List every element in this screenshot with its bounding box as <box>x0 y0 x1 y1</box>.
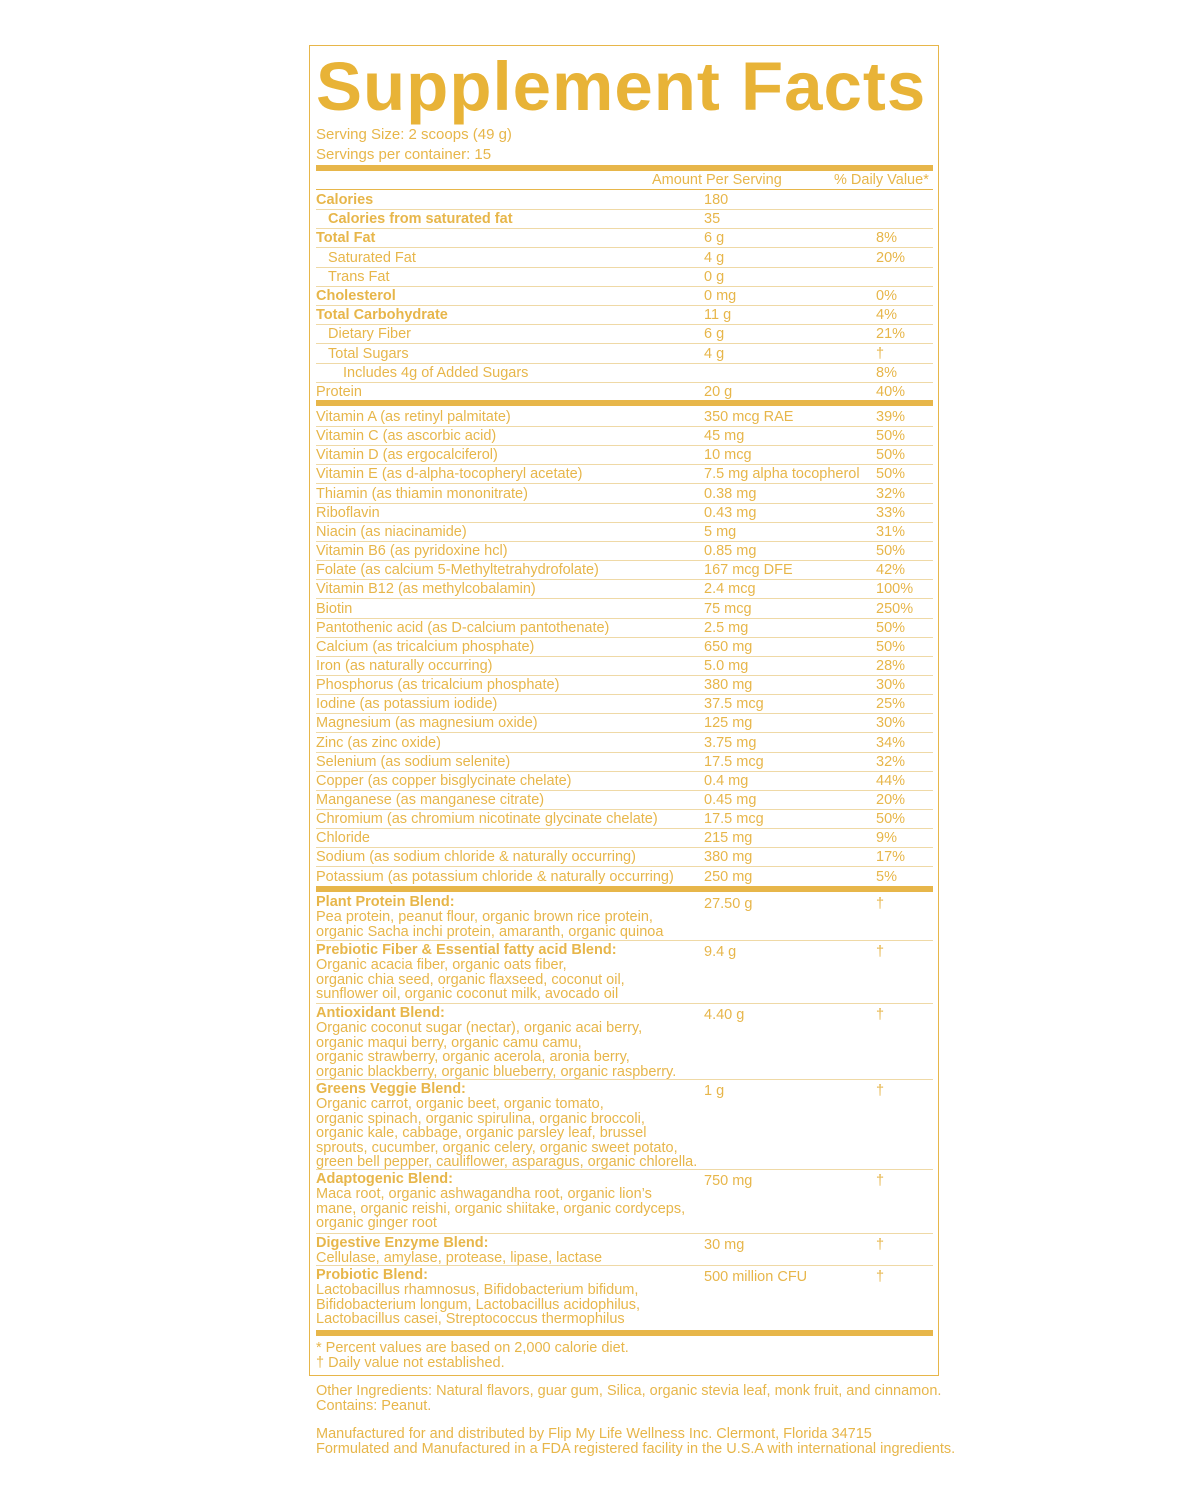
blend-amount: 9.4 g <box>704 944 737 960</box>
vitamin-name: Calcium (as tricalcium phosphate) <box>316 638 535 655</box>
nutrient-amount: 11 g <box>704 307 732 324</box>
vitamin-amount: 3.75 mg <box>704 734 757 751</box>
blend-ingredients-line: Organic coconut sugar (nectar), organic acai berry, <box>316 1020 643 1036</box>
blend-ingredients-line: Lactobacillus casei, Streptococcus thermophilus <box>316 1311 625 1328</box>
vitamin-name: Potassium (as potassium chloride & naturally occurring) <box>316 868 674 885</box>
blend-ingredients-line: sunflower oil, organic coconut milk, avocado oil <box>316 986 619 1003</box>
blend-ingredients-line: organic chia seed, organic flaxseed, coconut oil, <box>316 971 625 988</box>
nutrient-dv: † <box>876 345 885 362</box>
blend-ingredients-line: organic strawberry, organic acerola, aronia berry, <box>316 1049 630 1066</box>
vitamin-amount: 2.4 mcg <box>704 581 756 598</box>
vitamin-amount: 215 mg <box>704 830 753 847</box>
nutrient-amount: 180 <box>704 192 729 208</box>
vitamin-name: Magnesium (as magnesium oxide) <box>316 715 538 732</box>
vitamin-amount: 37.5 mcg <box>704 696 764 713</box>
vitamin-name: Copper (as copper bisglycinate chelate) <box>316 772 572 789</box>
blend-dv: † <box>876 896 885 912</box>
vitamin-row <box>316 829 933 848</box>
page-title: Supplement Facts <box>316 48 927 125</box>
vitamin-name: Vitamin A (as retinyl palmitate) <box>316 409 511 425</box>
vitamin-amount: 0.43 mg <box>704 504 757 521</box>
vitamin-row <box>316 408 933 427</box>
blend-dv: † <box>876 944 885 960</box>
blend-amount: 500 million CFU <box>704 1269 808 1285</box>
blend-name: Adaptogenic Blend: <box>316 1171 453 1187</box>
blend-row <box>316 1268 933 1328</box>
vitamin-row <box>316 485 933 504</box>
blend-ingredients-line: organic blackberry, organic blueberry, organic raspberry. <box>316 1063 677 1080</box>
vitamin-name: Folate (as calcium 5-Methyltetrahydrofolate) <box>316 562 599 579</box>
vitamin-dv: 30% <box>876 677 906 694</box>
nutrient-amount: 20 g <box>704 384 733 400</box>
nutrient-row <box>316 249 933 268</box>
vitamin-dv: 50% <box>876 543 906 560</box>
vitamin-dv: 42% <box>876 562 906 579</box>
vitamin-dv: 50% <box>876 638 906 655</box>
vitamin-dv: 32% <box>876 485 906 502</box>
blend-dv: † <box>876 1269 885 1285</box>
other-ingredients: Other Ingredients: Natural flavors, guar gum, Silica, organic stevia leaf, monk fruit, and cinnamon. <box>316 1383 942 1399</box>
vitamin-dv: 5% <box>876 868 897 885</box>
vitamin-dv: 39% <box>876 409 906 425</box>
vitamin-row <box>316 619 933 638</box>
vitamin-row <box>316 695 933 714</box>
blend-ingredients-line: Organic carrot, organic beet, organic tomato, <box>316 1096 604 1112</box>
nutrient-dv: 21% <box>876 326 906 343</box>
vitamin-dv: 34% <box>876 734 906 751</box>
vitamin-amount: 45 mg <box>704 428 745 445</box>
nutrient-name: Total Fat <box>316 230 376 247</box>
vitamin-row <box>316 734 933 753</box>
vitamin-name: Thiamin (as thiamin mononitrate) <box>316 485 528 502</box>
blend-amount: 27.50 g <box>704 896 753 912</box>
vitamin-amount: 0.4 mg <box>704 772 749 789</box>
vitamin-dv: 25% <box>876 696 906 713</box>
nutrient-amount: 6 g <box>704 326 725 343</box>
dv-header: % Daily Value* <box>834 172 929 188</box>
vitamin-amount: 10 mcg <box>704 447 752 464</box>
blend-amount: 1 g <box>704 1083 725 1099</box>
vitamin-name: Riboflavin <box>316 504 380 521</box>
allergen-contains: Contains: Peanut. <box>316 1398 432 1414</box>
vitamin-dv: 31% <box>876 523 906 540</box>
blend-row <box>316 943 933 1004</box>
thick-divider <box>316 1330 933 1336</box>
vitamin-row <box>316 848 933 867</box>
vitamin-dv: 28% <box>876 657 906 674</box>
vitamin-dv: 20% <box>876 792 906 808</box>
nutrient-amount: 35 <box>704 211 721 228</box>
vitamin-row <box>316 753 933 772</box>
vitamin-amount: 0.85 mg <box>704 543 757 560</box>
blend-name: Probiotic Blend: <box>316 1267 428 1283</box>
nutrient-name: Total Carbohydrate <box>316 307 448 324</box>
vitamin-amount: 2.5 mg <box>704 619 749 636</box>
blend-ingredients-line: organic maqui berry, organic camu camu, <box>316 1034 582 1051</box>
nutrient-amount: 4 g <box>704 249 725 266</box>
vitamin-row <box>316 446 933 465</box>
vitamin-dv: 32% <box>876 753 906 770</box>
vitamin-row <box>316 791 933 810</box>
vitamin-dv: 50% <box>876 428 906 445</box>
blend-ingredients-line: organic kale, cabbage, organic parsley leaf, brussel <box>316 1125 647 1142</box>
nutrient-name: Protein <box>316 384 362 400</box>
thick-divider <box>316 400 933 406</box>
vitamin-row <box>316 810 933 829</box>
vitamin-name: Iron (as naturally occurring) <box>316 657 493 674</box>
vitamin-row <box>316 772 933 791</box>
vitamin-dv: 50% <box>876 811 906 828</box>
amount-header: Amount Per Serving <box>652 172 782 188</box>
vitamin-row <box>316 523 933 542</box>
vitamin-dv: 44% <box>876 772 906 789</box>
vitamin-amount: 5.0 mg <box>704 657 749 674</box>
blend-dv: † <box>876 1173 885 1189</box>
vitamin-amount: 0.38 mg <box>704 485 757 502</box>
blend-ingredients-line: sprouts, cucumber, organic celery, organic sweet potato, <box>316 1139 678 1156</box>
nutrient-amount: 0 g <box>704 268 725 285</box>
nutrient-row <box>316 191 933 210</box>
vitamin-dv: 50% <box>876 466 906 483</box>
vitamin-row <box>316 868 933 887</box>
vitamin-row <box>316 657 933 676</box>
blend-ingredients-line: Organic acacia fiber, organic oats fiber, <box>316 957 567 973</box>
footnote-percent: * Percent values are based on 2,000 calorie diet. <box>316 1340 629 1356</box>
vitamin-dv: 9% <box>876 830 897 847</box>
thick-divider <box>316 886 933 892</box>
vitamin-name: Vitamin B12 (as methylcobalamin) <box>316 581 536 598</box>
vitamin-name: Biotin <box>316 600 353 617</box>
vitamin-amount: 17.5 mcg <box>704 753 764 770</box>
nutrient-row <box>316 287 933 306</box>
nutrient-dv: 8% <box>876 364 897 381</box>
vitamin-amount: 250 mg <box>704 868 753 885</box>
nutrient-name: Dietary Fiber <box>328 326 411 343</box>
vitamin-dv: 50% <box>876 447 906 464</box>
header-divider <box>316 189 933 190</box>
blend-amount: 4.40 g <box>704 1007 745 1023</box>
vitamin-row <box>316 600 933 619</box>
vitamin-name: Pantothenic acid (as D-calcium pantothenate) <box>316 619 610 636</box>
vitamin-name: Vitamin B6 (as pyridoxine hcl) <box>316 543 508 560</box>
nutrient-row <box>316 345 933 364</box>
vitamin-amount: 380 mg <box>704 677 753 694</box>
vitamin-name: Chromium (as chromium nicotinate glycinate chelate) <box>316 811 658 828</box>
nutrient-dv: 4% <box>876 307 897 324</box>
blend-name: Digestive Enzyme Blend: <box>316 1235 489 1251</box>
vitamin-row <box>316 561 933 580</box>
nutrient-row <box>316 268 933 287</box>
vitamin-name: Vitamin C (as ascorbic acid) <box>316 428 497 445</box>
nutrient-name: Calories <box>316 192 374 208</box>
vitamin-dv: 33% <box>876 504 906 521</box>
vitamin-name: Zinc (as zinc oxide) <box>316 734 441 751</box>
blend-ingredients-line: Lactobacillus rhamnosus, Bifidobacterium bifidum, <box>316 1282 639 1298</box>
vitamin-amount: 650 mg <box>704 638 753 655</box>
vitamin-dv: 50% <box>876 619 906 636</box>
vitamin-amount: 167 mcg DFE <box>704 562 793 579</box>
nutrient-dv: 8% <box>876 230 897 247</box>
nutrient-name: Calories from saturated fat <box>328 211 513 228</box>
blend-row <box>316 895 933 941</box>
blend-row <box>316 1006 933 1080</box>
blend-dv: † <box>876 1007 885 1023</box>
vitamin-name: Selenium (as sodium selenite) <box>316 753 511 770</box>
vitamin-amount: 125 mg <box>704 715 753 732</box>
nutrient-dv: 40% <box>876 384 906 400</box>
nutrient-dv: 20% <box>876 249 906 266</box>
blend-name: Antioxidant Blend: <box>316 1005 445 1021</box>
vitamin-amount: 7.5 mg alpha tocopherol <box>704 466 860 483</box>
nutrient-name: Total Sugars <box>328 345 409 362</box>
nutrient-amount: 0 mg <box>704 288 737 304</box>
vitamin-row <box>316 638 933 657</box>
nutrient-name: Saturated Fat <box>328 249 416 266</box>
nutrient-name: Cholesterol <box>316 288 396 304</box>
blend-ingredients-line: green bell pepper, cauliflower, asparagus, organic chlorella. <box>316 1154 698 1171</box>
blend-amount: 30 mg <box>704 1237 745 1253</box>
blend-name: Greens Veggie Blend: <box>316 1081 466 1097</box>
blend-ingredients-line: Bifidobacterium longum, Lactobacillus acidophilus, <box>316 1296 641 1313</box>
manufacturer-info: Manufactured for and distributed by Flip My Life Wellness Inc. Clermont, Florida 34715 <box>316 1426 872 1442</box>
blend-name: Plant Protein Blend: <box>316 894 455 910</box>
blend-ingredients-line: mane, organic reishi, organic shiitake, organic cordyceps, <box>316 1200 686 1217</box>
nutrient-row <box>316 229 933 248</box>
servings-per-container: Servings per container: 15 <box>316 146 492 163</box>
blend-amount: 750 mg <box>704 1173 753 1189</box>
vitamin-dv: 100% <box>876 581 914 598</box>
blend-ingredients-line: organic spinach, organic spirulina, organic broccoli, <box>316 1110 645 1127</box>
nutrient-dv: 0% <box>876 288 897 304</box>
blend-row <box>316 1236 933 1266</box>
blend-ingredients-line: Cellulase, amylase, protease, lipase, lactase <box>316 1250 603 1266</box>
nutrient-amount: 4 g <box>704 345 725 362</box>
blend-ingredients-line: Pea protein, peanut flour, organic brown rice protein, <box>316 909 653 925</box>
vitamin-row <box>316 580 933 599</box>
vitamin-name: Sodium (as sodium chloride & naturally occurring) <box>316 849 636 866</box>
footnote-dagger: † Daily value not established. <box>316 1355 505 1371</box>
blend-ingredients-line: organic ginger root <box>316 1215 437 1232</box>
vitamin-row <box>316 427 933 446</box>
vitamin-amount: 5 mg <box>704 523 737 540</box>
vitamin-name: Chloride <box>316 830 370 847</box>
vitamin-row <box>316 504 933 523</box>
nutrient-name: Includes 4g of Added Sugars <box>343 364 529 381</box>
nutrient-name: Trans Fat <box>328 268 390 285</box>
blend-ingredients-line: Maca root, organic ashwagandha root, organic lion’s <box>316 1186 652 1202</box>
blend-row <box>316 1172 933 1234</box>
vitamin-name: Iodine (as potassium iodide) <box>316 696 498 713</box>
vitamin-dv: 17% <box>876 849 906 866</box>
vitamin-amount: 75 mcg <box>704 600 752 617</box>
vitamin-amount: 17.5 mcg <box>704 811 764 828</box>
nutrient-row <box>316 210 933 229</box>
vitamin-row <box>316 465 933 484</box>
vitamin-dv: 30% <box>876 715 906 732</box>
nutrient-row <box>316 364 933 383</box>
nutrient-row <box>316 306 933 325</box>
blend-row <box>316 1082 933 1170</box>
nutrient-row <box>316 325 933 344</box>
blend-name: Prebiotic Fiber & Essential fatty acid Blend: <box>316 942 617 958</box>
vitamin-name: Vitamin E (as d-alpha-tocopheryl acetate) <box>316 466 583 483</box>
vitamin-dv: 250% <box>876 600 914 617</box>
vitamin-name: Manganese (as manganese citrate) <box>316 792 545 808</box>
formulation-info: Formulated and Manufactured in a FDA registered facility in the U.S.A with international ingredients. <box>316 1441 956 1457</box>
vitamin-amount: 380 mg <box>704 849 753 866</box>
nutrient-amount: 6 g <box>704 230 725 247</box>
vitamin-name: Vitamin D (as ergocalciferol) <box>316 447 498 464</box>
blend-ingredients-line: organic Sacha inchi protein, amaranth, organic quinoa <box>316 923 664 940</box>
serving-size: Serving Size: 2 scoops (49 g) <box>316 126 512 143</box>
vitamin-row <box>316 714 933 733</box>
vitamin-name: Niacin (as niacinamide) <box>316 523 467 540</box>
vitamin-amount: 0.45 mg <box>704 792 757 808</box>
vitamin-row <box>316 542 933 561</box>
blend-dv: † <box>876 1083 885 1099</box>
blend-dv: † <box>876 1237 885 1253</box>
vitamin-row <box>316 676 933 695</box>
vitamin-amount: 350 mcg RAE <box>704 409 794 425</box>
vitamin-name: Phosphorus (as tricalcium phosphate) <box>316 677 560 694</box>
